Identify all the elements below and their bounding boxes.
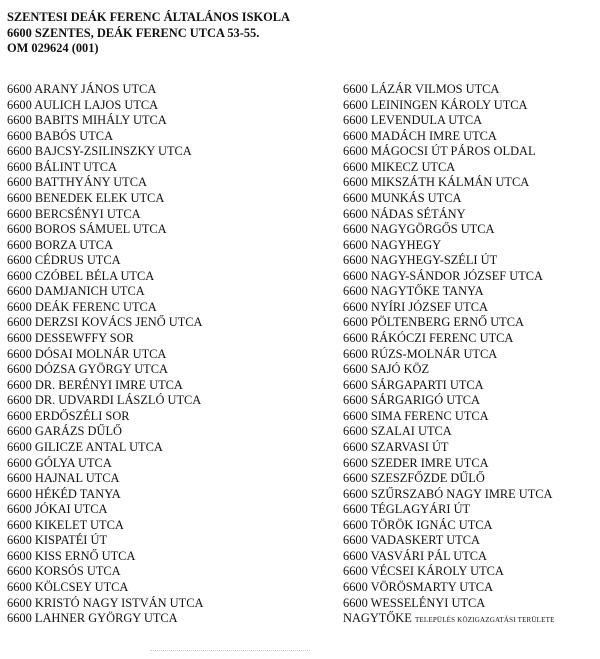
street-entry: 6600 TÉGLAGYÁRI ÚT xyxy=(343,502,471,517)
street-entry: 6600 DÓSAI MOLNÁR UTCA xyxy=(7,346,167,361)
street-entry: 6600 KÖLCSEY UTCA xyxy=(7,580,129,594)
settlement-name: NAGYTŐKE xyxy=(343,611,412,626)
street-entry: 6600 SZALAI UTCA xyxy=(343,424,452,439)
street-entry-settlement xyxy=(343,611,555,627)
street-entry: 6600 SÁRGAPARTI UTCA xyxy=(343,377,484,392)
street-entry: 6600 NÁDAS SÉTÁNY xyxy=(343,206,466,221)
street-entry: 6600 JÓKAI UTCA xyxy=(7,502,108,517)
street-entry: 6600 LEVENDULA UTCA xyxy=(343,113,483,128)
street-entry: 6600 HAJNAL UTCA xyxy=(7,471,120,486)
school-name: SZENTESI DEÁK FERENC ÁLTALÁNOS ISKOLA xyxy=(7,10,290,24)
street-entry: 6600 CÉDRUS UTCA xyxy=(7,253,121,268)
street-entry: 6600 MÁGOCSI ÚT PÁROS OLDAL xyxy=(343,144,536,159)
street-entry: 6600 LEININGEN KÁROLY UTCA xyxy=(343,97,528,112)
street-entry: 6600 MUNKÁS UTCA xyxy=(343,190,462,205)
street-entry: 6600 BERCSÉNYI UTCA xyxy=(7,206,141,221)
street-entry: 6600 NAGYHEGY xyxy=(343,237,442,252)
street-entry: 6600 RÚZS-MOLNÁR UTCA xyxy=(343,346,498,361)
settlement-note: TELEPÜLÉS KÖZIGAZGATÁSI TERÜLETE xyxy=(414,616,555,625)
street-entry: 6600 BABÓS UTCA xyxy=(7,128,114,143)
street-entry: 6600 MIKECZ UTCA xyxy=(343,159,456,174)
street-entry: 6600 SZEDER IMRE UTCA xyxy=(343,455,489,470)
street-entry: 6600 MADÁCH IMRE UTCA xyxy=(343,128,497,143)
street-entry: 6600 GILICZE ANTAL UTCA xyxy=(7,439,163,454)
street-list-left xyxy=(7,82,203,627)
street-entry: 6600 NAGYGÖRGŐS UTCA xyxy=(343,222,495,237)
street-entry: 6600 NAGYHEGY-SZÉLI ÚT xyxy=(343,253,498,268)
street-entry: 6600 VÉCSEI KÁROLY UTCA xyxy=(343,564,504,579)
street-entry: 6600 SZŰRSZABÓ NAGY IMRE UTCA xyxy=(343,486,553,501)
street-entry: 6600 VÖRÖSMARTY UTCA xyxy=(343,580,494,594)
document-header xyxy=(7,10,290,57)
street-entry: 6600 NAGYTŐKE TANYA xyxy=(343,284,484,299)
street-entry: 6600 VASVÁRI PÁL UTCA xyxy=(343,548,488,563)
street-entry: 6600 BORZA UTCA xyxy=(7,237,114,252)
street-entry: 6600 KIKELET UTCA xyxy=(7,517,124,532)
street-entry: 6600 ARANY JÁNOS UTCA xyxy=(7,82,157,96)
street-entry: 6600 DÓZSA GYÖRGY UTCA xyxy=(7,362,168,377)
street-entry: 6600 DR. UDVARDI LÁSZLÓ UTCA xyxy=(7,393,202,408)
street-entry: 6600 DEÁK FERENC UTCA xyxy=(7,299,157,314)
street-entry: 6600 BAJCSY-ZSILINSZKY UTCA xyxy=(7,144,192,159)
street-entry: 6600 LAHNER GYÖRGY UTCA xyxy=(7,611,178,626)
street-entry: 6600 KRISTÓ NAGY ISTVÁN UTCA xyxy=(7,595,204,610)
school-om-code: OM 029624 (001) xyxy=(7,41,99,55)
street-entry: 6600 VADASKERT UTCA xyxy=(343,533,480,548)
street-entry: 6600 PÖLTENBERG ERNŐ UTCA xyxy=(343,315,524,330)
street-entry: 6600 KISS ERNŐ UTCA xyxy=(7,548,136,563)
street-entry: 6600 SAJÓ KÖZ xyxy=(343,362,430,377)
street-entry: 6600 BÁLINT UTCA xyxy=(7,159,117,174)
street-entry: 6600 BENEDEK ELEK UTCA xyxy=(7,190,165,205)
school-address: 6600 SZENTES, DEÁK FERENC UTCA 53-55. xyxy=(7,25,260,40)
street-entry: 6600 GARÁZS DŰLŐ xyxy=(7,424,122,439)
street-entry: 6600 KISPATÉI ÚT xyxy=(7,533,108,548)
street-entry: 6600 DAMJANICH UTCA xyxy=(7,284,145,299)
street-entry: 6600 DR. BERÉNYI IMRE UTCA xyxy=(7,377,183,392)
street-entry: 6600 NYÍRI JÓZSEF UTCA xyxy=(343,299,488,314)
street-entry: 6600 SÁRGARIGÓ UTCA xyxy=(343,393,480,408)
street-entry: 6600 BABITS MIHÁLY UTCA xyxy=(7,113,167,128)
street-entry: 6600 SIMA FERENC UTCA xyxy=(343,408,489,423)
street-entry: 6600 LÁZÁR VILMOS UTCA xyxy=(343,82,500,96)
street-entry: 6600 DERZSI KOVÁCS JENŐ UTCA xyxy=(7,315,203,330)
street-entry: 6600 WESSELÉNYI UTCA xyxy=(343,595,486,610)
street-entry: 6600 SZARVASI ÚT xyxy=(343,439,449,454)
street-entry: 6600 KORSÓS UTCA xyxy=(7,564,121,579)
street-entry: 6600 DESSEWFFY SOR xyxy=(7,331,134,345)
street-entry: 6600 GÓLYA UTCA xyxy=(7,455,112,470)
street-entry: 6600 TÖRÖK IGNÁC UTCA xyxy=(343,517,493,532)
street-entry: 6600 ERDŐSZÉLI SOR xyxy=(7,408,130,423)
street-entry: 6600 SZESZFŐZDE DŰLŐ xyxy=(343,471,485,486)
street-entry: 6600 CZÓBEL BÉLA UTCA xyxy=(7,268,155,283)
street-entry: 6600 BATTHYÁNY UTCA xyxy=(7,175,147,190)
street-list-right xyxy=(343,82,555,627)
street-entry: 6600 BOROS SÁMUEL UTCA xyxy=(7,222,167,237)
street-entry: 6600 NAGY-SÁNDOR JÓZSEF UTCA xyxy=(343,268,543,283)
street-entry: 6600 MIKSZÁTH KÁLMÁN UTCA xyxy=(343,175,530,190)
street-entry: 6600 RÁKÓCZI FERENC UTCA xyxy=(343,331,514,345)
street-entry: 6600 AULICH LAJOS UTCA xyxy=(7,97,159,112)
street-entry: 6600 HÉKÉD TANYA xyxy=(7,486,121,501)
cropped-footer-line xyxy=(150,650,310,654)
